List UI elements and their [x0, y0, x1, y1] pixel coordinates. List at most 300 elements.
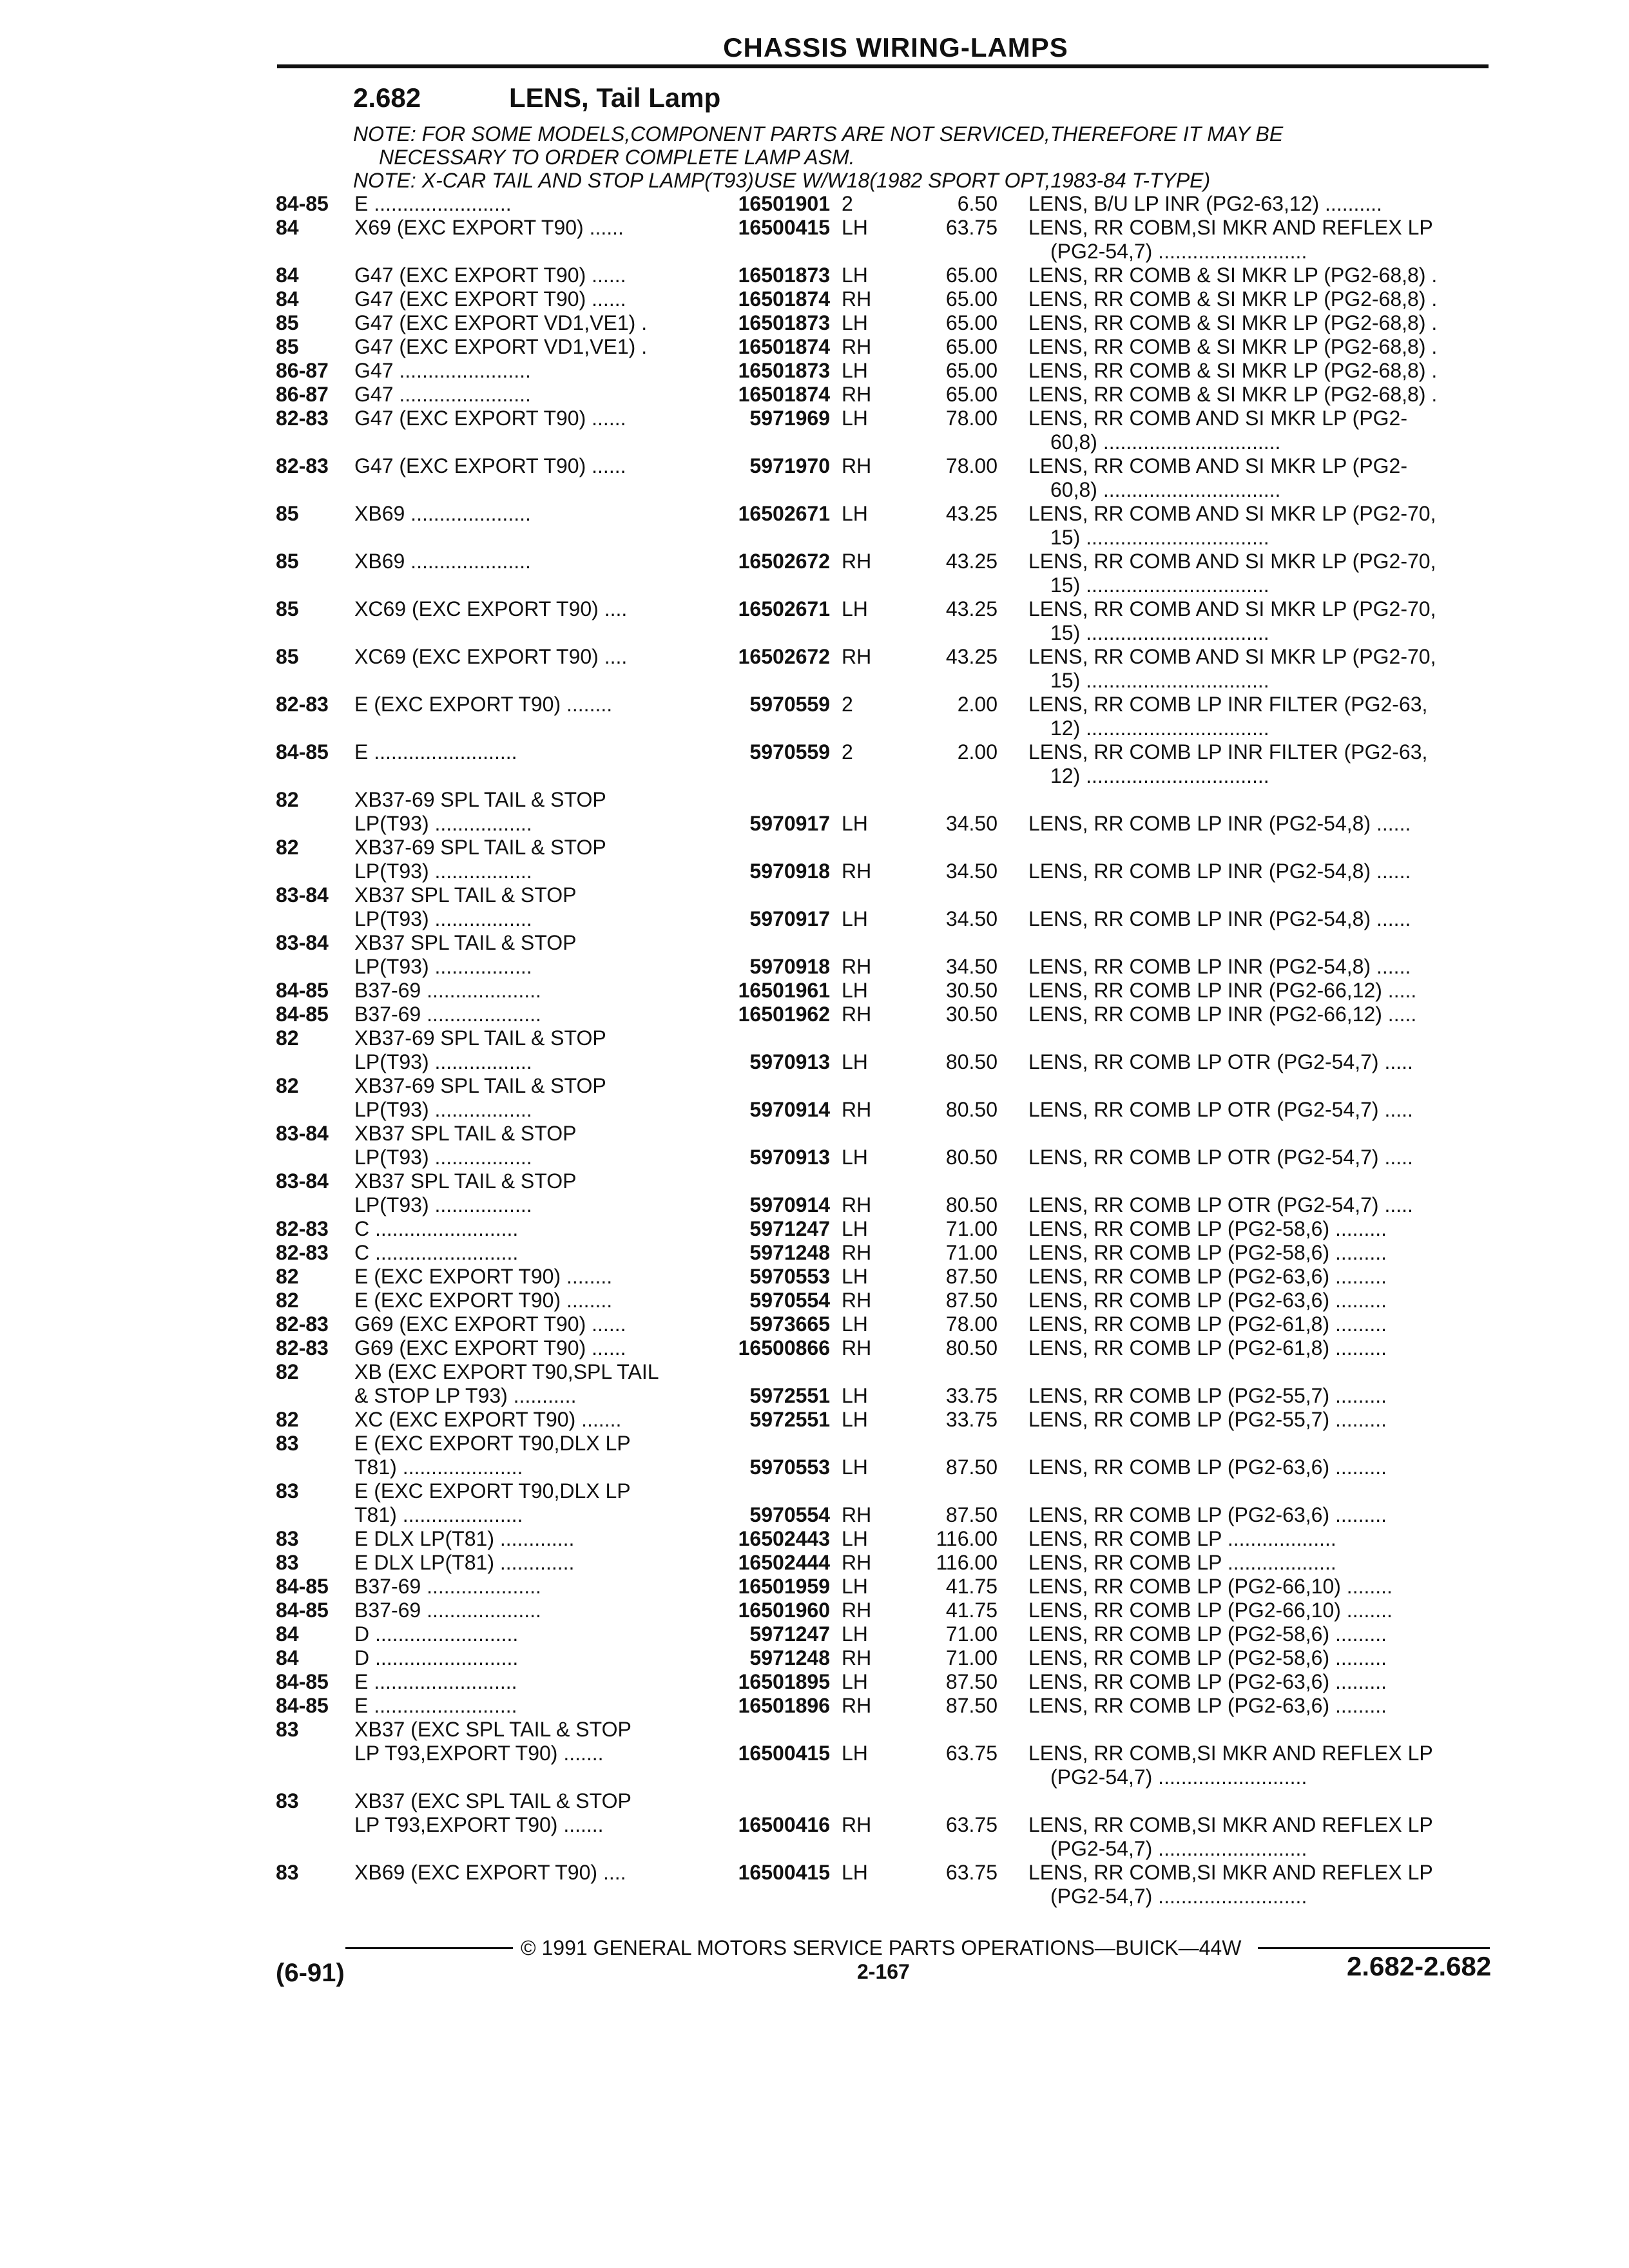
model-year: 85: [276, 335, 299, 358]
part-number: 16501873: [738, 264, 830, 287]
table-row: [0, 359, 1629, 383]
part-description: LENS, RR COMB LP INR (PG2-54,8) ......: [1028, 907, 1411, 930]
quantity: RH: [842, 454, 872, 477]
quantity: 2: [842, 192, 853, 215]
model-year: 84-85: [276, 1575, 329, 1598]
price: 43.25: [945, 550, 998, 573]
table-row: [0, 693, 1629, 740]
table-row: [0, 1265, 1629, 1289]
model-description: G47 (EXC EXPORT T90) ......: [354, 287, 626, 311]
table-row: [0, 1360, 1629, 1408]
price: 71.00: [945, 1241, 998, 1264]
model-year: 82-83: [276, 407, 329, 430]
price: 63.75: [945, 1813, 998, 1836]
model-year: 84: [276, 264, 299, 287]
quantity: LH: [842, 1861, 868, 1884]
quantity: LH: [842, 502, 868, 525]
price: 80.50: [945, 1050, 998, 1073]
model-year: 86-87: [276, 383, 329, 406]
model-description: E DLX LP(T81) .............: [354, 1527, 575, 1550]
part-number: 5972551: [749, 1408, 830, 1431]
part-description: 15) ................................: [1050, 573, 1269, 597]
model-description: XB37 (EXC SPL TAIL & STOP: [354, 1718, 631, 1741]
table-row: [0, 407, 1629, 454]
model-description: E .........................: [354, 740, 517, 764]
part-number: 5970553: [749, 1456, 830, 1479]
quantity: 2: [842, 740, 853, 764]
model-year: 86-87: [276, 359, 329, 382]
part-number: 16501873: [738, 311, 830, 334]
quantity: RH: [842, 1551, 872, 1574]
model-description: G47 (EXC EXPORT T90) ......: [354, 407, 626, 430]
part-number: 5970913: [749, 1146, 830, 1169]
model-year: 82-83: [276, 1217, 329, 1240]
quantity: RH: [842, 383, 872, 406]
model-description: XB37-69 SPL TAIL & STOP: [354, 1026, 606, 1050]
part-number: 5971248: [749, 1646, 830, 1669]
part-number: 5971247: [749, 1622, 830, 1646]
note-line: NOTE: FOR SOME MODELS,COMPONENT PARTS ARE NOT SERVICED,THEREFORE IT MAY BE: [353, 122, 1284, 146]
model-description: XB37 SPL TAIL & STOP: [354, 1122, 577, 1145]
quantity: LH: [842, 1527, 868, 1550]
model-year: 84-85: [276, 192, 329, 215]
price: 116.00: [936, 1551, 998, 1574]
part-number: 16501874: [738, 287, 830, 311]
model-year: 82: [276, 1265, 299, 1288]
quantity: RH: [842, 1694, 872, 1717]
model-description: G47 (EXC EXPORT VD1,VE1) .: [354, 335, 648, 358]
price: 6.50: [957, 192, 998, 215]
part-description: LENS, RR COMB LP (PG2-58,6) .........: [1028, 1217, 1387, 1240]
table-row: [0, 335, 1629, 359]
model-description: B37-69 ....................: [354, 979, 541, 1002]
model-description: XC69 (EXC EXPORT T90) ....: [354, 597, 628, 620]
model-description: LP(T93) .................: [354, 1098, 532, 1121]
model-description: & STOP LP T93) ...........: [354, 1384, 577, 1407]
table-row: [0, 264, 1629, 287]
table-row: [0, 788, 1629, 836]
footer-copyright: © 1991 GENERAL MOTORS SERVICE PARTS OPERATIONS—BUICK—44W: [521, 1936, 1242, 1959]
model-description: LP(T93) .................: [354, 1050, 532, 1073]
part-description: LENS, RR COMB,SI MKR AND REFLEX LP: [1028, 1813, 1433, 1836]
part-number: 16501896: [738, 1694, 830, 1717]
model-description: G47 (EXC EXPORT VD1,VE1) .: [354, 311, 648, 334]
part-description: LENS, RR COMB & SI MKR LP (PG2-68,8) .: [1028, 264, 1438, 287]
part-description: LENS, RR COMB & SI MKR LP (PG2-68,8) .: [1028, 335, 1438, 358]
table-row: [0, 1670, 1629, 1694]
model-description: E DLX LP(T81) .............: [354, 1551, 575, 1574]
model-year: 83: [276, 1789, 299, 1812]
part-description: LENS, RR COMB,SI MKR AND REFLEX LP: [1028, 1861, 1433, 1884]
part-number: 16502672: [738, 550, 830, 573]
footer-page-number: 2-167: [857, 1960, 910, 1983]
model-year: 84-85: [276, 1003, 329, 1026]
quantity: RH: [842, 1003, 872, 1026]
part-description: LENS, RR COMB,SI MKR AND REFLEX LP: [1028, 1742, 1433, 1765]
price: 65.00: [945, 383, 998, 406]
part-description: LENS, RR COMB LP (PG2-58,6) .........: [1028, 1646, 1387, 1669]
part-number: 16500415: [738, 1861, 830, 1884]
part-description: 15) ................................: [1050, 526, 1269, 549]
model-description: XB37 SPL TAIL & STOP: [354, 931, 577, 954]
part-description: (PG2-54,7) ..........................: [1050, 1837, 1307, 1860]
part-number: 5973665: [749, 1312, 830, 1336]
table-row: [0, 597, 1629, 645]
model-year: 83: [276, 1527, 299, 1550]
part-description: LENS, RR COMB LP (PG2-61,8) .........: [1028, 1336, 1387, 1360]
quantity: 2: [842, 693, 853, 716]
quantity: LH: [842, 311, 868, 334]
price: 41.75: [945, 1599, 998, 1622]
model-year: 83: [276, 1432, 299, 1455]
price: 80.50: [945, 1336, 998, 1360]
quantity: LH: [842, 1622, 868, 1646]
price: 63.75: [945, 216, 998, 239]
model-year: 82: [276, 1360, 299, 1383]
price: 63.75: [945, 1742, 998, 1765]
model-description: C .........................: [354, 1217, 519, 1240]
price: 71.00: [945, 1622, 998, 1646]
table-row: [0, 1026, 1629, 1074]
price: 71.00: [945, 1217, 998, 1240]
footer-section-range: 2.682-2.682: [1347, 1951, 1492, 1981]
table-row: [0, 979, 1629, 1003]
quantity: RH: [842, 1646, 872, 1669]
part-description: LENS, RR COMB LP (PG2-66,10) ........: [1028, 1599, 1393, 1622]
quantity: LH: [842, 812, 868, 835]
model-year: 83: [276, 1861, 299, 1884]
quantity: RH: [842, 287, 872, 311]
table-row: [0, 192, 1629, 216]
model-year: 84: [276, 216, 299, 239]
price: 43.25: [945, 645, 998, 668]
part-description: LENS, RR COMB LP (PG2-55,7) .........: [1028, 1384, 1387, 1407]
table-row: [0, 1003, 1629, 1026]
table-row: [0, 1289, 1629, 1312]
model-description: XC69 (EXC EXPORT T90) ....: [354, 645, 628, 668]
part-number: 5970553: [749, 1265, 830, 1288]
price: 65.00: [945, 264, 998, 287]
model-description: XB37 (EXC SPL TAIL & STOP: [354, 1789, 631, 1812]
part-number: 16501962: [738, 1003, 830, 1026]
part-description: LENS, RR COMB LP OTR (PG2-54,7) .....: [1028, 1050, 1413, 1073]
model-description: C .........................: [354, 1241, 519, 1264]
model-year: 82-83: [276, 1336, 329, 1360]
part-description: LENS, B/U LP INR (PG2-63,12) ..........: [1028, 192, 1382, 215]
part-number: 5970559: [749, 693, 830, 716]
model-description: LP(T93) .................: [354, 1193, 532, 1216]
part-number: 16501961: [738, 979, 830, 1002]
model-year: 84-85: [276, 1670, 329, 1693]
part-number: 5970914: [749, 1193, 830, 1216]
quantity: RH: [842, 1503, 872, 1526]
price: 87.50: [945, 1503, 998, 1526]
table-row: [0, 1646, 1629, 1670]
model-description: E (EXC EXPORT T90) ........: [354, 693, 613, 716]
price: 87.50: [945, 1265, 998, 1288]
quantity: LH: [842, 216, 868, 239]
price: 33.75: [945, 1384, 998, 1407]
quantity: RH: [842, 550, 872, 573]
part-description: LENS, RR COBM,SI MKR AND REFLEX LP: [1028, 216, 1433, 239]
quantity: LH: [842, 979, 868, 1002]
part-description: LENS, RR COMB LP INR (PG2-54,8) ......: [1028, 812, 1411, 835]
model-description: E (EXC EXPORT T90) ........: [354, 1265, 613, 1288]
table-row: [0, 502, 1629, 550]
part-number: 5971970: [749, 454, 830, 477]
footer-date: (6-91): [276, 1959, 345, 1987]
price: 63.75: [945, 1861, 998, 1884]
model-description: B37-69 ....................: [354, 1003, 541, 1026]
part-number: 16502672: [738, 645, 830, 668]
model-year: 82-83: [276, 693, 329, 716]
part-description: LENS, RR COMB LP (PG2-61,8) .........: [1028, 1312, 1387, 1336]
part-description: LENS, RR COMB LP (PG2-58,6) .........: [1028, 1241, 1387, 1264]
price: 30.50: [945, 1003, 998, 1026]
part-description: LENS, RR COMB LP (PG2-66,10) ........: [1028, 1575, 1393, 1598]
header-rule: [277, 64, 1489, 68]
price: 80.50: [945, 1146, 998, 1169]
price: 30.50: [945, 979, 998, 1002]
model-year: 84: [276, 287, 299, 311]
quantity: LH: [842, 1575, 868, 1598]
model-year: 85: [276, 597, 299, 620]
model-description: E ........................: [354, 192, 512, 215]
model-year: 82: [276, 1074, 299, 1097]
part-number: 16502671: [738, 502, 830, 525]
model-description: T81) .....................: [354, 1503, 523, 1526]
model-description: XB37 SPL TAIL & STOP: [354, 1169, 577, 1193]
part-number: 16500415: [738, 1742, 830, 1765]
part-description: LENS, RR COMB LP ...................: [1028, 1551, 1336, 1574]
quantity: RH: [842, 1098, 872, 1121]
quantity: LH: [842, 907, 868, 930]
part-number: 5972551: [749, 1384, 830, 1407]
part-description: LENS, RR COMB LP (PG2-63,6) .........: [1028, 1670, 1387, 1693]
model-year: 83-84: [276, 1122, 329, 1145]
price: 78.00: [945, 454, 998, 477]
part-description: 60,8) ...............................: [1050, 430, 1281, 454]
price: 33.75: [945, 1408, 998, 1431]
part-description: LENS, RR COMB AND SI MKR LP (PG2-: [1028, 454, 1407, 477]
part-description: LENS, RR COMB & SI MKR LP (PG2-68,8) .: [1028, 359, 1438, 382]
price: 87.50: [945, 1456, 998, 1479]
table-row: [0, 1241, 1629, 1265]
table-row: [0, 645, 1629, 693]
part-number: 5970554: [749, 1503, 830, 1526]
quantity: RH: [842, 1241, 872, 1264]
price: 71.00: [945, 1646, 998, 1669]
model-description: XB37-69 SPL TAIL & STOP: [354, 1074, 606, 1097]
quantity: RH: [842, 1336, 872, 1360]
model-year: 85: [276, 645, 299, 668]
model-description: E (EXC EXPORT T90) ........: [354, 1289, 613, 1312]
price: 87.50: [945, 1670, 998, 1693]
part-description: LENS, RR COMB AND SI MKR LP (PG2-70,: [1028, 502, 1436, 525]
part-description: LENS, RR COMB LP (PG2-58,6) .........: [1028, 1622, 1387, 1646]
price: 2.00: [957, 693, 998, 716]
price: 34.50: [945, 860, 998, 883]
part-number: 16501895: [738, 1670, 830, 1693]
model-year: 82: [276, 1289, 299, 1312]
model-year: 82-83: [276, 1241, 329, 1264]
part-description: LENS, RR COMB LP INR (PG2-54,8) ......: [1028, 955, 1411, 978]
quantity: LH: [842, 1384, 868, 1407]
table-row: [0, 1432, 1629, 1479]
part-description: LENS, RR COMB LP (PG2-63,6) .........: [1028, 1503, 1387, 1526]
part-number: 16501959: [738, 1575, 830, 1598]
model-year: 84: [276, 1646, 299, 1669]
part-number: 16500866: [738, 1336, 830, 1360]
part-description: LENS, RR COMB LP INR FILTER (PG2-63,: [1028, 693, 1428, 716]
part-number: 16502443: [738, 1527, 830, 1550]
part-number: 5970913: [749, 1050, 830, 1073]
table-row: [0, 454, 1629, 502]
model-year: 84-85: [276, 740, 329, 764]
model-year: 85: [276, 311, 299, 334]
price: 87.50: [945, 1694, 998, 1717]
quantity: RH: [842, 955, 872, 978]
model-description: XB37-69 SPL TAIL & STOP: [354, 788, 606, 811]
model-year: 84-85: [276, 1599, 329, 1622]
part-number: 5971247: [749, 1217, 830, 1240]
footer-rule-left: [345, 1947, 513, 1949]
model-description: G69 (EXC EXPORT T90) ......: [354, 1336, 626, 1360]
quantity: LH: [842, 1217, 868, 1240]
part-number: 5970914: [749, 1098, 830, 1121]
price: 65.00: [945, 311, 998, 334]
model-description: E (EXC EXPORT T90,DLX LP: [354, 1432, 631, 1455]
model-year: 82: [276, 1026, 299, 1050]
part-number: 16502444: [738, 1551, 830, 1574]
model-description: T81) .....................: [354, 1456, 523, 1479]
price: 43.25: [945, 597, 998, 620]
price: 34.50: [945, 955, 998, 978]
table-row: [0, 1551, 1629, 1575]
model-description: D .........................: [354, 1622, 519, 1646]
table-row: [0, 216, 1629, 264]
model-description: LP(T93) .................: [354, 907, 532, 930]
part-description: LENS, RR COMB LP INR (PG2-66,12) .....: [1028, 1003, 1417, 1026]
model-year: 84-85: [276, 1694, 329, 1717]
model-description: G69 (EXC EXPORT T90) ......: [354, 1312, 626, 1336]
price: 65.00: [945, 359, 998, 382]
part-description: LENS, RR COMB LP OTR (PG2-54,7) .....: [1028, 1146, 1413, 1169]
model-description: E .........................: [354, 1670, 517, 1693]
part-number: 5970917: [749, 812, 830, 835]
model-year: 82: [276, 836, 299, 859]
model-description: XC (EXC EXPORT T90) .......: [354, 1408, 622, 1431]
part-description: LENS, RR COMB & SI MKR LP (PG2-68,8) .: [1028, 383, 1438, 406]
model-description: B37-69 ....................: [354, 1575, 541, 1598]
part-number: 5970559: [749, 740, 830, 764]
part-description: LENS, RR COMB & SI MKR LP (PG2-68,8) .: [1028, 311, 1438, 334]
price: 34.50: [945, 907, 998, 930]
model-year: 82-83: [276, 454, 329, 477]
part-description: LENS, RR COMB LP (PG2-63,6) .........: [1028, 1694, 1387, 1717]
price: 87.50: [945, 1289, 998, 1312]
price: 116.00: [936, 1527, 998, 1550]
part-description: LENS, RR COMB AND SI MKR LP (PG2-70,: [1028, 597, 1436, 620]
model-description: G47 (EXC EXPORT T90) ......: [354, 264, 626, 287]
part-number: 5970554: [749, 1289, 830, 1312]
price: 65.00: [945, 335, 998, 358]
model-description: XB (EXC EXPORT T90,SPL TAIL: [354, 1360, 659, 1383]
part-description: LENS, RR COMB LP (PG2-55,7) .........: [1028, 1408, 1387, 1431]
model-description: X69 (EXC EXPORT T90) ......: [354, 216, 624, 239]
model-description: G47 .......................: [354, 359, 531, 382]
part-number: 16500416: [738, 1813, 830, 1836]
model-description: G47 .......................: [354, 383, 531, 406]
part-description: 12) ................................: [1050, 716, 1269, 740]
part-number: 16501874: [738, 335, 830, 358]
table-row: [0, 1599, 1629, 1622]
quantity: LH: [842, 1742, 868, 1765]
table-row: [0, 383, 1629, 407]
part-description: LENS, RR COMB AND SI MKR LP (PG2-70,: [1028, 645, 1436, 668]
quantity: LH: [842, 1670, 868, 1693]
model-description: E (EXC EXPORT T90,DLX LP: [354, 1479, 631, 1503]
model-year: 84: [276, 1622, 299, 1646]
price: 80.50: [945, 1193, 998, 1216]
model-description: B37-69 ....................: [354, 1599, 541, 1622]
part-description: LENS, RR COMB LP (PG2-63,6) .........: [1028, 1289, 1387, 1312]
part-description: LENS, RR COMB LP (PG2-63,6) .........: [1028, 1265, 1387, 1288]
quantity: LH: [842, 597, 868, 620]
quantity: LH: [842, 1408, 868, 1431]
part-description: (PG2-54,7) ..........................: [1050, 240, 1307, 263]
model-year: 83: [276, 1718, 299, 1741]
part-description: LENS, RR COMB LP ...................: [1028, 1527, 1336, 1550]
model-description: XB37-69 SPL TAIL & STOP: [354, 836, 606, 859]
table-row: [0, 1622, 1629, 1646]
part-description: LENS, RR COMB AND SI MKR LP (PG2-: [1028, 407, 1407, 430]
model-description: LP(T93) .................: [354, 1146, 532, 1169]
table-row: [0, 1718, 1629, 1789]
part-description: 60,8) ...............................: [1050, 478, 1281, 501]
table-row: [0, 1217, 1629, 1241]
part-description: (PG2-54,7) ..........................: [1050, 1885, 1307, 1908]
part-description: LENS, RR COMB AND SI MKR LP (PG2-70,: [1028, 550, 1436, 573]
page-header-title: CHASSIS WIRING-LAMPS: [723, 32, 1068, 62]
model-description: D .........................: [354, 1646, 519, 1669]
price: 80.50: [945, 1098, 998, 1121]
table-row: [0, 1527, 1629, 1551]
table-row: [0, 1479, 1629, 1527]
model-year: 85: [276, 502, 299, 525]
part-description: (PG2-54,7) ..........................: [1050, 1765, 1307, 1789]
quantity: LH: [842, 264, 868, 287]
table-row: [0, 1312, 1629, 1336]
price: 78.00: [945, 407, 998, 430]
price: 34.50: [945, 812, 998, 835]
table-row: [0, 1122, 1629, 1169]
part-number: 16501873: [738, 359, 830, 382]
part-number: 16501874: [738, 383, 830, 406]
quantity: RH: [842, 1599, 872, 1622]
quantity: RH: [842, 860, 872, 883]
table-row: [0, 1789, 1629, 1861]
price: 65.00: [945, 287, 998, 311]
model-year: 82-83: [276, 1312, 329, 1336]
quantity: RH: [842, 1193, 872, 1216]
table-row: [0, 550, 1629, 597]
model-description: XB69 .....................: [354, 550, 531, 573]
table-row: [0, 740, 1629, 788]
part-description: 15) ................................: [1050, 669, 1269, 692]
part-description: LENS, RR COMB LP INR FILTER (PG2-63,: [1028, 740, 1428, 764]
table-row: [0, 1074, 1629, 1122]
